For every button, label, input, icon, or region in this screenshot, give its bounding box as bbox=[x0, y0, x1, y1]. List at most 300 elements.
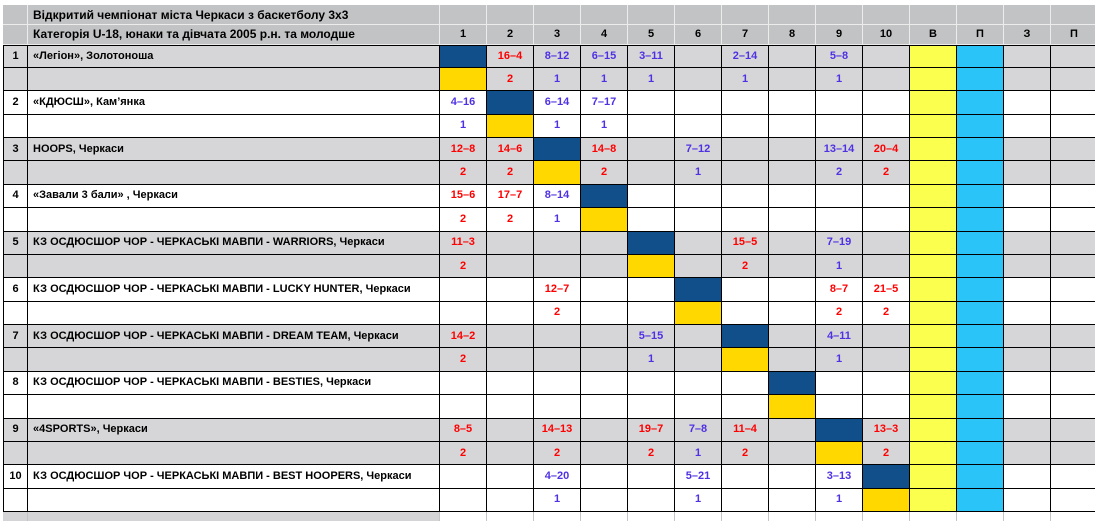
score-cell[interactable] bbox=[440, 372, 487, 395]
losses-summary-cell[interactable] bbox=[957, 185, 1004, 208]
points-cell[interactable]: 1 bbox=[581, 68, 628, 91]
wins-summary-cell[interactable] bbox=[910, 489, 957, 512]
score-cell[interactable]: 4–20 bbox=[534, 465, 581, 488]
summary-z-cell[interactable] bbox=[1004, 302, 1051, 325]
points-cell[interactable] bbox=[487, 442, 534, 465]
team-name-cell[interactable]: КЗ ОСДЮСШОР ЧОР - ЧЕРКАСЬКІ МАВПИ - DREAM TEAM, Черкаси bbox=[28, 325, 440, 348]
row-number-cell[interactable] bbox=[3, 302, 28, 325]
summary-p2-cell[interactable] bbox=[1051, 372, 1095, 395]
points-cell[interactable]: 2 bbox=[863, 161, 910, 184]
team-name-cell[interactable] bbox=[28, 395, 440, 418]
summary-column-header[interactable]: П bbox=[1051, 25, 1095, 45]
score-cell[interactable] bbox=[675, 372, 722, 395]
tournament-title[interactable]: Відкритий чемпіонат міста Черкаси з баскетболу 3х3 bbox=[28, 5, 440, 25]
row-number-cell[interactable]: 3 bbox=[3, 138, 28, 161]
summary-p2-cell[interactable] bbox=[1051, 465, 1095, 488]
score-cell[interactable] bbox=[581, 465, 628, 488]
team-name-cell[interactable] bbox=[28, 115, 440, 138]
points-cell[interactable] bbox=[487, 302, 534, 325]
header-filler-cell[interactable] bbox=[440, 5, 487, 25]
score-cell[interactable] bbox=[863, 372, 910, 395]
summary-p2-cell[interactable] bbox=[1051, 302, 1095, 325]
points-cell[interactable]: 1 bbox=[581, 115, 628, 138]
row-number-cell[interactable]: 10 bbox=[3, 465, 28, 488]
summary-z-cell[interactable] bbox=[1004, 372, 1051, 395]
wins-summary-cell[interactable] bbox=[910, 208, 957, 231]
losses-summary-cell[interactable] bbox=[957, 278, 1004, 301]
team-name-cell[interactable]: «4SPORTS», Черкаси bbox=[28, 419, 440, 442]
score-cell[interactable] bbox=[487, 465, 534, 488]
row-number-cell[interactable]: 1 bbox=[3, 45, 28, 68]
score-cell[interactable] bbox=[581, 278, 628, 301]
points-cell[interactable] bbox=[816, 115, 863, 138]
losses-summary-cell[interactable] bbox=[957, 395, 1004, 418]
losses-summary-cell[interactable] bbox=[957, 348, 1004, 371]
points-cell[interactable]: 2 bbox=[487, 68, 534, 91]
summary-z-cell[interactable] bbox=[1004, 208, 1051, 231]
header-filler-cell[interactable] bbox=[675, 5, 722, 25]
points-cell[interactable] bbox=[769, 302, 816, 325]
score-cell[interactable] bbox=[487, 419, 534, 442]
points-cell[interactable] bbox=[722, 489, 769, 512]
points-cell[interactable]: 1 bbox=[722, 68, 769, 91]
summary-column-header[interactable]: П bbox=[957, 25, 1004, 45]
points-cell[interactable] bbox=[487, 255, 534, 278]
losses-summary-cell[interactable] bbox=[957, 372, 1004, 395]
score-cell[interactable] bbox=[769, 465, 816, 488]
score-cell[interactable] bbox=[440, 278, 487, 301]
score-cell[interactable]: 14–6 bbox=[487, 138, 534, 161]
points-cell[interactable]: 1 bbox=[534, 208, 581, 231]
row-number-cell[interactable] bbox=[3, 115, 28, 138]
score-cell[interactable]: 5–8 bbox=[816, 45, 863, 68]
score-cell[interactable] bbox=[769, 278, 816, 301]
points-cell[interactable] bbox=[863, 208, 910, 231]
points-cell[interactable] bbox=[722, 302, 769, 325]
score-cell[interactable] bbox=[534, 232, 581, 255]
points-cell[interactable]: 1 bbox=[628, 348, 675, 371]
row-number-cell[interactable]: 5 bbox=[3, 232, 28, 255]
points-cell[interactable] bbox=[722, 395, 769, 418]
team-name-cell[interactable]: «КДЮСШ», Кам’янка bbox=[28, 91, 440, 114]
points-cell[interactable] bbox=[534, 348, 581, 371]
score-cell[interactable] bbox=[863, 232, 910, 255]
score-cell[interactable]: 13–14 bbox=[816, 138, 863, 161]
summary-z-cell[interactable] bbox=[1004, 138, 1051, 161]
team-name-cell[interactable] bbox=[28, 208, 440, 231]
score-cell[interactable] bbox=[628, 138, 675, 161]
losses-summary-cell[interactable] bbox=[957, 45, 1004, 68]
points-cell[interactable] bbox=[863, 348, 910, 371]
wins-summary-cell[interactable] bbox=[910, 45, 957, 68]
points-cell[interactable] bbox=[722, 161, 769, 184]
points-cell[interactable]: 1 bbox=[816, 489, 863, 512]
wins-summary-cell[interactable] bbox=[910, 185, 957, 208]
summary-p2-cell[interactable] bbox=[1051, 45, 1095, 68]
points-cell[interactable] bbox=[675, 348, 722, 371]
score-cell[interactable] bbox=[487, 278, 534, 301]
score-cell[interactable]: 3–13 bbox=[816, 465, 863, 488]
row-number-cell[interactable] bbox=[3, 255, 28, 278]
score-cell[interactable] bbox=[816, 185, 863, 208]
losses-summary-cell[interactable] bbox=[957, 419, 1004, 442]
losses-summary-cell[interactable] bbox=[957, 489, 1004, 512]
points-cell[interactable]: 2 bbox=[816, 161, 863, 184]
score-cell[interactable] bbox=[675, 325, 722, 348]
summary-z-cell[interactable] bbox=[1004, 115, 1051, 138]
score-cell[interactable]: 7–12 bbox=[675, 138, 722, 161]
round-column-header[interactable]: 10 bbox=[863, 25, 910, 45]
score-cell[interactable]: 7–19 bbox=[816, 232, 863, 255]
summary-z-cell[interactable] bbox=[1004, 395, 1051, 418]
summary-z-cell[interactable] bbox=[1004, 325, 1051, 348]
points-cell[interactable] bbox=[581, 442, 628, 465]
points-cell[interactable] bbox=[628, 161, 675, 184]
row-number-cell[interactable] bbox=[3, 348, 28, 371]
summary-p2-cell[interactable] bbox=[1051, 278, 1095, 301]
row-number-cell[interactable] bbox=[3, 161, 28, 184]
score-cell[interactable]: 4–11 bbox=[816, 325, 863, 348]
points-cell[interactable] bbox=[769, 68, 816, 91]
score-cell[interactable]: 13–3 bbox=[863, 419, 910, 442]
header-filler-cell[interactable] bbox=[722, 5, 769, 25]
team-name-cell[interactable]: КЗ ОСДЮСШОР ЧОР - ЧЕРКАСЬКІ МАВПИ - BEST HOOPERS, Черкаси bbox=[28, 465, 440, 488]
points-cell[interactable] bbox=[675, 255, 722, 278]
score-cell[interactable]: 17–7 bbox=[487, 185, 534, 208]
summary-p2-cell[interactable] bbox=[1051, 115, 1095, 138]
score-cell[interactable]: 7–17 bbox=[581, 91, 628, 114]
category-label[interactable]: Категорія U-18, юнаки та дівчата 2005 р.н. та молодше bbox=[28, 25, 440, 45]
score-cell[interactable]: 20–4 bbox=[863, 138, 910, 161]
score-cell[interactable] bbox=[440, 465, 487, 488]
points-cell[interactable] bbox=[769, 161, 816, 184]
score-cell[interactable]: 3–11 bbox=[628, 45, 675, 68]
points-cell[interactable]: 2 bbox=[440, 442, 487, 465]
row-number-cell[interactable] bbox=[3, 208, 28, 231]
wins-summary-cell[interactable] bbox=[910, 325, 957, 348]
points-cell[interactable]: 2 bbox=[487, 208, 534, 231]
summary-z-cell[interactable] bbox=[1004, 232, 1051, 255]
score-cell[interactable]: 14–8 bbox=[581, 138, 628, 161]
summary-p2-cell[interactable] bbox=[1051, 138, 1095, 161]
round-column-header[interactable]: 4 bbox=[581, 25, 628, 45]
team-name-cell[interactable]: HOOPS, Черкаси bbox=[28, 138, 440, 161]
losses-summary-cell[interactable] bbox=[957, 161, 1004, 184]
score-cell[interactable] bbox=[863, 45, 910, 68]
losses-summary-cell[interactable] bbox=[957, 255, 1004, 278]
points-cell[interactable]: 2 bbox=[863, 442, 910, 465]
points-cell[interactable] bbox=[440, 302, 487, 325]
score-cell[interactable] bbox=[534, 325, 581, 348]
score-cell[interactable] bbox=[628, 465, 675, 488]
points-cell[interactable] bbox=[581, 348, 628, 371]
score-cell[interactable]: 7–8 bbox=[675, 419, 722, 442]
losses-summary-cell[interactable] bbox=[957, 465, 1004, 488]
summary-z-cell[interactable] bbox=[1004, 442, 1051, 465]
score-cell[interactable] bbox=[487, 372, 534, 395]
summary-z-cell[interactable] bbox=[1004, 91, 1051, 114]
points-cell[interactable] bbox=[769, 442, 816, 465]
header-filler-cell[interactable] bbox=[581, 5, 628, 25]
header-filler-cell[interactable] bbox=[957, 5, 1004, 25]
points-cell[interactable] bbox=[628, 302, 675, 325]
points-cell[interactable] bbox=[581, 395, 628, 418]
wins-summary-cell[interactable] bbox=[910, 232, 957, 255]
summary-z-cell[interactable] bbox=[1004, 419, 1051, 442]
row-number-cell[interactable] bbox=[3, 68, 28, 91]
losses-summary-cell[interactable] bbox=[957, 208, 1004, 231]
points-cell[interactable] bbox=[722, 115, 769, 138]
team-name-cell[interactable] bbox=[28, 489, 440, 512]
round-column-header[interactable]: 8 bbox=[769, 25, 816, 45]
score-cell[interactable]: 8–5 bbox=[440, 419, 487, 442]
score-cell[interactable]: 15–6 bbox=[440, 185, 487, 208]
points-cell[interactable] bbox=[440, 489, 487, 512]
wins-summary-cell[interactable] bbox=[910, 138, 957, 161]
points-cell[interactable]: 2 bbox=[534, 302, 581, 325]
header-filler-cell[interactable] bbox=[863, 5, 910, 25]
row-number-cell[interactable]: 2 bbox=[3, 91, 28, 114]
points-cell[interactable]: 2 bbox=[440, 208, 487, 231]
points-cell[interactable]: 1 bbox=[816, 255, 863, 278]
points-cell[interactable] bbox=[675, 68, 722, 91]
score-cell[interactable]: 4–16 bbox=[440, 91, 487, 114]
summary-z-cell[interactable] bbox=[1004, 278, 1051, 301]
points-cell[interactable]: 1 bbox=[534, 68, 581, 91]
points-cell[interactable]: 2 bbox=[440, 161, 487, 184]
points-cell[interactable] bbox=[769, 255, 816, 278]
score-cell[interactable] bbox=[675, 91, 722, 114]
summary-p2-cell[interactable] bbox=[1051, 442, 1095, 465]
corner-cell[interactable] bbox=[3, 25, 28, 45]
points-cell[interactable] bbox=[863, 395, 910, 418]
points-cell[interactable]: 1 bbox=[440, 115, 487, 138]
points-cell[interactable] bbox=[581, 302, 628, 325]
score-cell[interactable]: 11–4 bbox=[722, 419, 769, 442]
score-cell[interactable] bbox=[769, 419, 816, 442]
score-cell[interactable] bbox=[769, 185, 816, 208]
summary-p2-cell[interactable] bbox=[1051, 208, 1095, 231]
score-cell[interactable]: 19–7 bbox=[628, 419, 675, 442]
points-cell[interactable] bbox=[487, 489, 534, 512]
wins-summary-cell[interactable] bbox=[910, 91, 957, 114]
corner-cell[interactable] bbox=[3, 5, 28, 25]
wins-summary-cell[interactable] bbox=[910, 68, 957, 91]
score-cell[interactable]: 6–15 bbox=[581, 45, 628, 68]
summary-p2-cell[interactable] bbox=[1051, 255, 1095, 278]
points-cell[interactable] bbox=[534, 395, 581, 418]
points-cell[interactable] bbox=[675, 395, 722, 418]
row-number-cell[interactable] bbox=[3, 489, 28, 512]
score-cell[interactable] bbox=[487, 232, 534, 255]
points-cell[interactable] bbox=[816, 395, 863, 418]
score-cell[interactable] bbox=[722, 278, 769, 301]
round-column-header[interactable]: 2 bbox=[487, 25, 534, 45]
points-cell[interactable]: 2 bbox=[863, 302, 910, 325]
points-cell[interactable]: 2 bbox=[440, 255, 487, 278]
header-filler-cell[interactable] bbox=[1051, 5, 1095, 25]
score-cell[interactable]: 6–14 bbox=[534, 91, 581, 114]
round-column-header[interactable]: 7 bbox=[722, 25, 769, 45]
header-filler-cell[interactable] bbox=[534, 5, 581, 25]
points-cell[interactable] bbox=[769, 115, 816, 138]
header-filler-cell[interactable] bbox=[628, 5, 675, 25]
score-cell[interactable] bbox=[581, 232, 628, 255]
team-name-cell[interactable]: КЗ ОСДЮСШОР ЧОР - ЧЕРКАСЬКІ МАВПИ - LUCKY HUNTER, Черкаси bbox=[28, 278, 440, 301]
summary-p2-cell[interactable] bbox=[1051, 489, 1095, 512]
points-cell[interactable] bbox=[769, 208, 816, 231]
score-cell[interactable] bbox=[816, 372, 863, 395]
score-cell[interactable] bbox=[769, 91, 816, 114]
team-name-cell[interactable] bbox=[28, 68, 440, 91]
summary-z-cell[interactable] bbox=[1004, 45, 1051, 68]
score-cell[interactable] bbox=[628, 91, 675, 114]
row-number-cell[interactable]: 8 bbox=[3, 372, 28, 395]
score-cell[interactable] bbox=[863, 185, 910, 208]
points-cell[interactable] bbox=[628, 208, 675, 231]
losses-summary-cell[interactable] bbox=[957, 232, 1004, 255]
score-cell[interactable]: 5–15 bbox=[628, 325, 675, 348]
score-cell[interactable] bbox=[675, 232, 722, 255]
wins-summary-cell[interactable] bbox=[910, 161, 957, 184]
points-cell[interactable]: 2 bbox=[628, 442, 675, 465]
row-number-cell[interactable]: 9 bbox=[3, 419, 28, 442]
points-cell[interactable] bbox=[816, 208, 863, 231]
score-cell[interactable] bbox=[722, 465, 769, 488]
summary-z-cell[interactable] bbox=[1004, 161, 1051, 184]
summary-z-cell[interactable] bbox=[1004, 348, 1051, 371]
score-cell[interactable]: 14–13 bbox=[534, 419, 581, 442]
points-cell[interactable] bbox=[628, 395, 675, 418]
score-cell[interactable] bbox=[675, 45, 722, 68]
summary-p2-cell[interactable] bbox=[1051, 325, 1095, 348]
round-column-header[interactable]: 1 bbox=[440, 25, 487, 45]
score-cell[interactable] bbox=[487, 325, 534, 348]
row-number-cell[interactable] bbox=[3, 395, 28, 418]
score-cell[interactable] bbox=[675, 185, 722, 208]
wins-summary-cell[interactable] bbox=[910, 395, 957, 418]
summary-z-cell[interactable] bbox=[1004, 489, 1051, 512]
summary-p2-cell[interactable] bbox=[1051, 185, 1095, 208]
score-cell[interactable]: 14–2 bbox=[440, 325, 487, 348]
wins-summary-cell[interactable] bbox=[910, 372, 957, 395]
score-cell[interactable] bbox=[628, 372, 675, 395]
score-cell[interactable] bbox=[628, 185, 675, 208]
score-cell[interactable] bbox=[769, 325, 816, 348]
losses-summary-cell[interactable] bbox=[957, 138, 1004, 161]
score-cell[interactable] bbox=[581, 419, 628, 442]
score-cell[interactable] bbox=[722, 138, 769, 161]
points-cell[interactable]: 1 bbox=[675, 161, 722, 184]
team-name-cell[interactable] bbox=[28, 348, 440, 371]
losses-summary-cell[interactable] bbox=[957, 442, 1004, 465]
points-cell[interactable]: 1 bbox=[675, 489, 722, 512]
summary-p2-cell[interactable] bbox=[1051, 348, 1095, 371]
summary-z-cell[interactable] bbox=[1004, 68, 1051, 91]
losses-summary-cell[interactable] bbox=[957, 68, 1004, 91]
points-cell[interactable] bbox=[863, 115, 910, 138]
header-filler-cell[interactable] bbox=[1004, 5, 1051, 25]
points-cell[interactable] bbox=[534, 255, 581, 278]
score-cell[interactable]: 12–8 bbox=[440, 138, 487, 161]
wins-summary-cell[interactable] bbox=[910, 442, 957, 465]
points-cell[interactable] bbox=[769, 348, 816, 371]
points-cell[interactable] bbox=[487, 395, 534, 418]
summary-z-cell[interactable] bbox=[1004, 185, 1051, 208]
header-filler-cell[interactable] bbox=[769, 5, 816, 25]
score-cell[interactable] bbox=[722, 185, 769, 208]
points-cell[interactable]: 2 bbox=[487, 161, 534, 184]
score-cell[interactable]: 15–5 bbox=[722, 232, 769, 255]
round-column-header[interactable]: 9 bbox=[816, 25, 863, 45]
summary-z-cell[interactable] bbox=[1004, 465, 1051, 488]
points-cell[interactable]: 1 bbox=[816, 348, 863, 371]
points-cell[interactable]: 1 bbox=[534, 489, 581, 512]
score-cell[interactable]: 11–3 bbox=[440, 232, 487, 255]
points-cell[interactable] bbox=[863, 255, 910, 278]
points-cell[interactable]: 2 bbox=[722, 442, 769, 465]
score-cell[interactable]: 8–14 bbox=[534, 185, 581, 208]
wins-summary-cell[interactable] bbox=[910, 302, 957, 325]
summary-p2-cell[interactable] bbox=[1051, 232, 1095, 255]
wins-summary-cell[interactable] bbox=[910, 278, 957, 301]
score-cell[interactable]: 2–14 bbox=[722, 45, 769, 68]
wins-summary-cell[interactable] bbox=[910, 115, 957, 138]
team-name-cell[interactable]: «Легіон», Золотоноша bbox=[28, 45, 440, 68]
score-cell[interactable] bbox=[863, 91, 910, 114]
score-cell[interactable] bbox=[769, 232, 816, 255]
points-cell[interactable] bbox=[628, 115, 675, 138]
team-name-cell[interactable] bbox=[28, 302, 440, 325]
team-name-cell[interactable]: КЗ ОСДЮСШОР ЧОР - ЧЕРКАСЬКІ МАВПИ - BESTIES, Черкаси bbox=[28, 372, 440, 395]
points-cell[interactable]: 2 bbox=[440, 348, 487, 371]
points-cell[interactable]: 2 bbox=[534, 442, 581, 465]
points-cell[interactable] bbox=[440, 395, 487, 418]
summary-p2-cell[interactable] bbox=[1051, 419, 1095, 442]
score-cell[interactable] bbox=[534, 372, 581, 395]
score-cell[interactable] bbox=[816, 91, 863, 114]
score-cell[interactable] bbox=[769, 138, 816, 161]
score-cell[interactable] bbox=[722, 91, 769, 114]
header-filler-cell[interactable] bbox=[487, 5, 534, 25]
round-column-header[interactable]: 6 bbox=[675, 25, 722, 45]
points-cell[interactable] bbox=[722, 208, 769, 231]
summary-p2-cell[interactable] bbox=[1051, 91, 1095, 114]
points-cell[interactable] bbox=[487, 348, 534, 371]
row-number-cell[interactable]: 7 bbox=[3, 325, 28, 348]
team-name-cell[interactable]: КЗ ОСДЮСШОР ЧОР - ЧЕРКАСЬКІ МАВПИ - WARRIORS, Черкаси bbox=[28, 232, 440, 255]
points-cell[interactable] bbox=[769, 489, 816, 512]
points-cell[interactable] bbox=[581, 489, 628, 512]
points-cell[interactable]: 1 bbox=[534, 115, 581, 138]
score-cell[interactable]: 8–12 bbox=[534, 45, 581, 68]
wins-summary-cell[interactable] bbox=[910, 419, 957, 442]
score-cell[interactable] bbox=[581, 372, 628, 395]
points-cell[interactable] bbox=[581, 255, 628, 278]
summary-p2-cell[interactable] bbox=[1051, 395, 1095, 418]
score-cell[interactable] bbox=[722, 372, 769, 395]
row-number-cell[interactable]: 6 bbox=[3, 278, 28, 301]
round-column-header[interactable]: 3 bbox=[534, 25, 581, 45]
points-cell[interactable]: 1 bbox=[628, 68, 675, 91]
points-cell[interactable]: 2 bbox=[816, 302, 863, 325]
score-cell[interactable] bbox=[863, 325, 910, 348]
losses-summary-cell[interactable] bbox=[957, 302, 1004, 325]
summary-p2-cell[interactable] bbox=[1051, 161, 1095, 184]
team-name-cell[interactable] bbox=[28, 161, 440, 184]
losses-summary-cell[interactable] bbox=[957, 325, 1004, 348]
losses-summary-cell[interactable] bbox=[957, 91, 1004, 114]
